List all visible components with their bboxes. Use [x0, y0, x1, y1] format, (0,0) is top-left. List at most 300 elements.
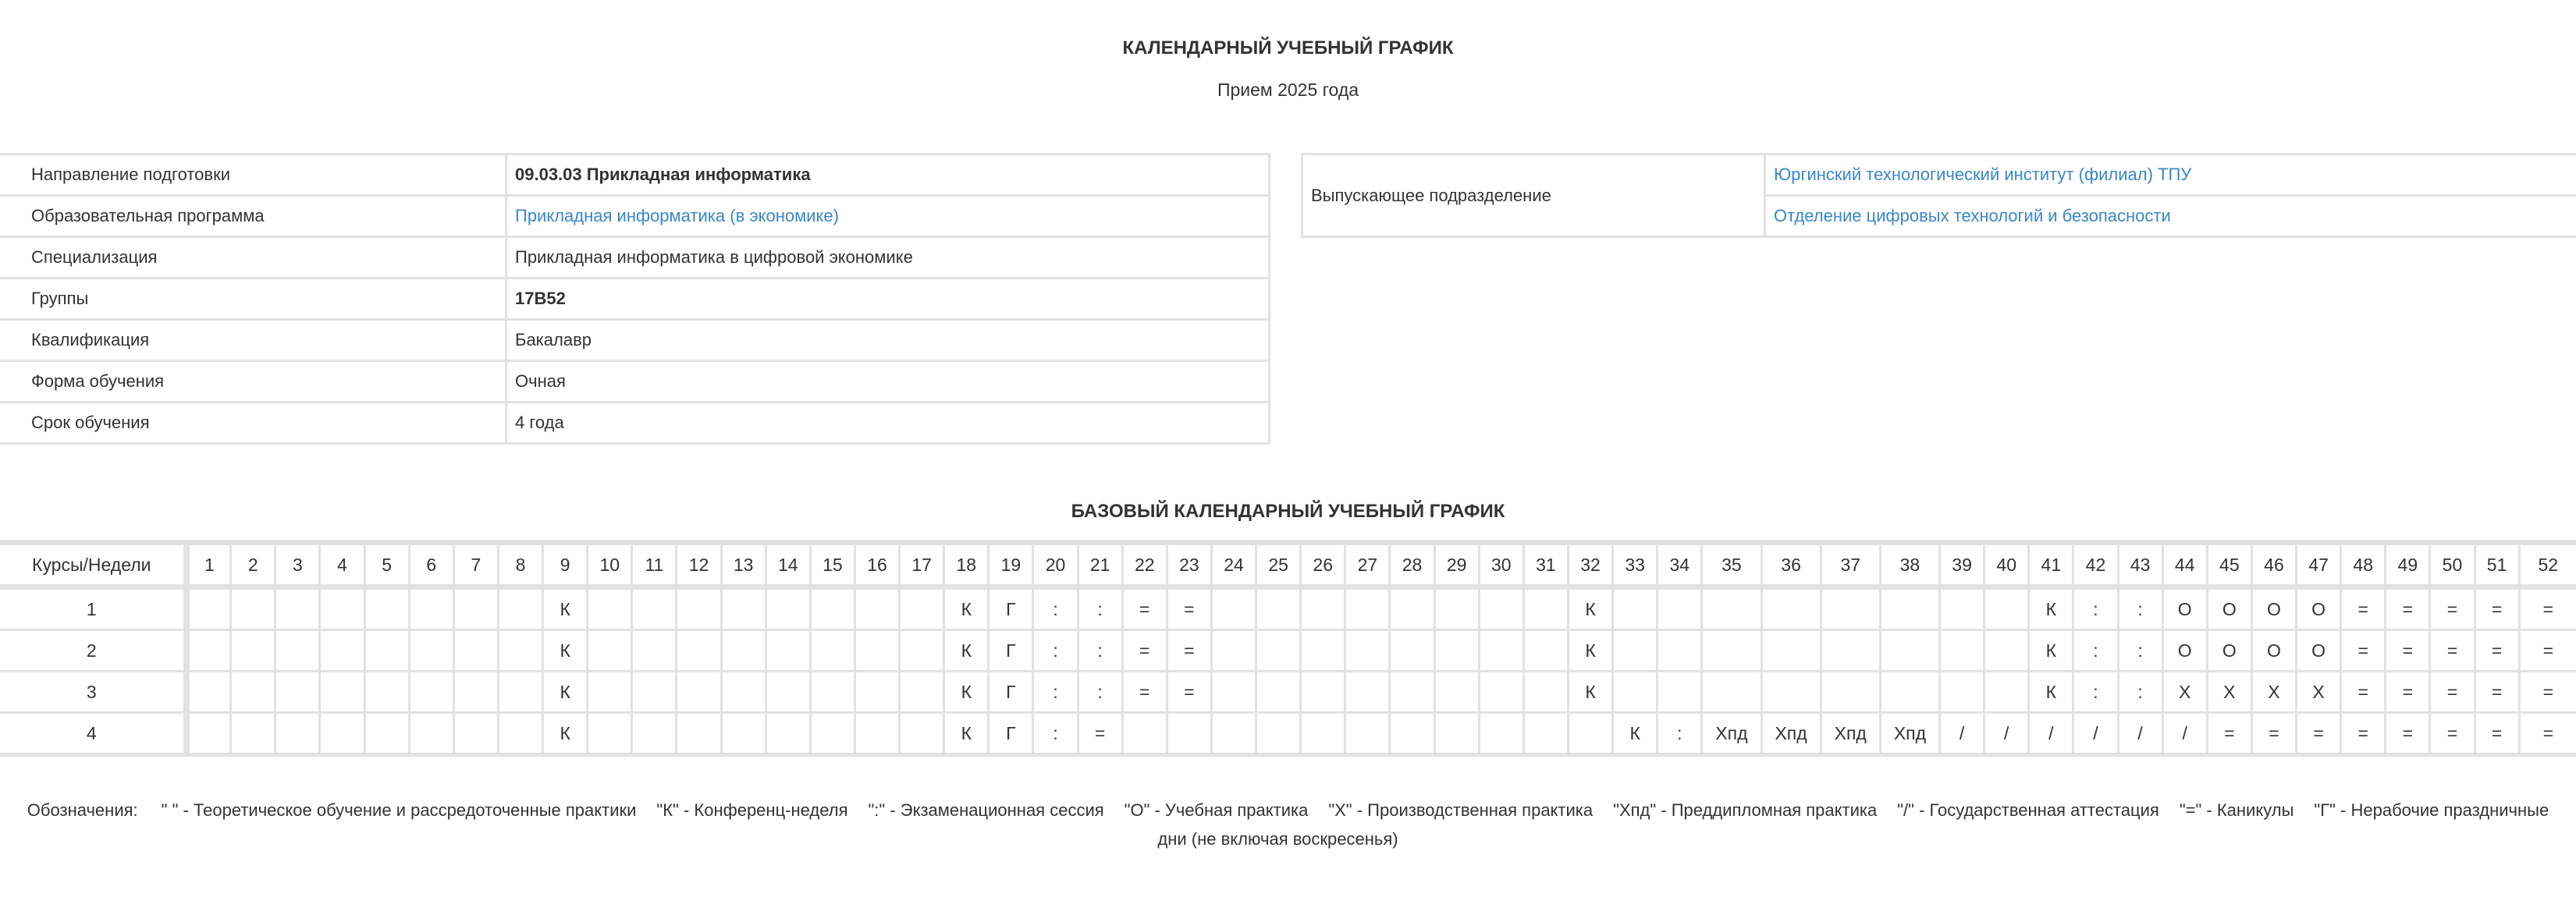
schedule-cell: : [2118, 672, 2162, 713]
schedule-cell: = [1122, 587, 1167, 630]
schedule-cell: = [2207, 713, 2251, 755]
schedule-cell [1821, 587, 1880, 630]
schedule-cell [1761, 587, 1821, 630]
schedule-cell [275, 672, 320, 713]
schedule-cell [1613, 672, 1658, 713]
schedule-cell [498, 713, 542, 755]
schedule-cell [1211, 672, 1256, 713]
schedule-cell [677, 672, 721, 713]
schedule-cell [1523, 672, 1568, 713]
schedule-cell: = [1122, 672, 1167, 713]
info-label: Направление подготовки [0, 154, 506, 196]
schedule-cell [187, 630, 231, 672]
week-header: 15 [810, 543, 855, 587]
schedule-cell [810, 713, 855, 755]
schedule-cell [320, 587, 364, 630]
legend-item: "Хпд" - Преддипломная практика [1613, 800, 1878, 820]
info-label: Группы [0, 278, 506, 320]
week-header: 41 [2029, 543, 2073, 587]
legend-item: " " - Теоретическое обучение и рассредоточенные практики [161, 800, 637, 820]
schedule-cell [632, 713, 677, 755]
table-row [0, 278, 1270, 320]
schedule-cell: = [2297, 713, 2341, 755]
schedule-cell: К [944, 713, 989, 755]
schedule-cell [900, 672, 944, 713]
department-info-table [1301, 153, 2576, 238]
schedule-cell [1523, 630, 1568, 672]
week-header: 24 [1211, 543, 1256, 587]
week-header: 28 [1390, 543, 1434, 587]
week-header: 9 [543, 543, 588, 587]
week-header: 4 [320, 543, 364, 587]
schedule-cell [1984, 672, 2029, 713]
schedule-cell: = [2341, 713, 2386, 755]
schedule-cell: : [2118, 630, 2162, 672]
course-row [0, 630, 2576, 672]
schedule-cell: О [2251, 630, 2296, 672]
schedule-cell [855, 672, 899, 713]
schedule-cell: : [2118, 587, 2162, 630]
table-row [0, 196, 1270, 237]
schedule-cell [677, 630, 721, 672]
week-header: 6 [409, 543, 453, 587]
schedule-cell [1256, 713, 1301, 755]
schedule-cell: О [2297, 630, 2341, 672]
course-number: 1 [0, 587, 187, 630]
course-number: 4 [0, 713, 187, 755]
schedule-cell [453, 713, 498, 755]
schedule-cell [1568, 713, 1612, 755]
schedule-cell: = [2341, 587, 2386, 630]
schedule-cell [1211, 587, 1256, 630]
schedule-cell [588, 630, 632, 672]
schedule-cell [1702, 672, 1761, 713]
schedule-cell [1434, 713, 1479, 755]
schedule-cell: Х [2251, 672, 2296, 713]
schedule-cell: К [543, 630, 588, 672]
schedule-cell: Г [989, 630, 1033, 672]
schedule-cell [588, 672, 632, 713]
schedule-cell [364, 713, 409, 755]
schedule-cell [766, 587, 810, 630]
schedule-cell [1940, 630, 1984, 672]
week-header: 51 [2475, 543, 2519, 587]
schedule-cell: = [2475, 672, 2519, 713]
schedule-cell [453, 672, 498, 713]
corner-header: Курсы/Недели [0, 543, 187, 587]
schedule-cell: К [1568, 672, 1612, 713]
schedule-cell [1984, 587, 2029, 630]
schedule-cell [231, 587, 275, 630]
schedule-cell [900, 713, 944, 755]
schedule-cell [1479, 630, 1523, 672]
course-number: 3 [0, 672, 187, 713]
schedule-cell [364, 630, 409, 672]
schedule-cell [320, 672, 364, 713]
info-label: Специализация [0, 237, 506, 278]
schedule-cell [1702, 587, 1761, 630]
schedule-cell: = [2519, 672, 2576, 713]
schedule-cell [409, 630, 453, 672]
schedule-cell [632, 672, 677, 713]
schedule-cell: = [1167, 630, 1211, 672]
schedule-cell [1434, 672, 1479, 713]
week-header: 29 [1434, 543, 1479, 587]
schedule-cell [588, 587, 632, 630]
course-number: 2 [0, 630, 187, 672]
schedule-cell: Хпд [1702, 713, 1761, 755]
schedule-cell [1761, 630, 1821, 672]
page-title: КАЛЕНДАРНЫЙ УЧЕБНЫЙ ГРАФИК [1122, 37, 1454, 59]
schedule-cell [409, 713, 453, 755]
week-header: 20 [1033, 543, 1078, 587]
info-value: Бакалавр [506, 320, 1270, 361]
schedule-cell: : [2073, 587, 2118, 630]
schedule-cell: : [1078, 587, 1122, 630]
course-row [0, 672, 2576, 713]
schedule-cell: = [2251, 713, 2296, 755]
schedule-cell [632, 630, 677, 672]
schedule-cell: = [2519, 587, 2576, 630]
week-header: 39 [1940, 543, 1984, 587]
schedule-cell [1301, 672, 1345, 713]
week-header: 3 [275, 543, 320, 587]
schedule-cell [231, 672, 275, 713]
schedule-cell: Хпд [1821, 713, 1880, 755]
week-header: 2 [231, 543, 275, 587]
schedule-cell: О [2251, 587, 2296, 630]
schedule-cell: : [2073, 630, 2118, 672]
info-label: Образовательная программа [0, 196, 506, 237]
calendar-table [0, 540, 2576, 757]
department-value-cell [1765, 196, 2576, 237]
schedule-cell [1479, 713, 1523, 755]
schedule-cell [1301, 713, 1345, 755]
department-label: Выпускающее подразделение [1302, 154, 1765, 237]
info-label: Срок обучения [0, 402, 506, 444]
schedule-cell [1211, 630, 1256, 672]
week-header: 10 [588, 543, 632, 587]
schedule-cell: = [2386, 587, 2430, 630]
schedule-cell [1821, 630, 1880, 672]
schedule-cell: К [944, 587, 989, 630]
table-row [0, 237, 1270, 278]
schedule-cell [320, 630, 364, 672]
info-label: Квалификация [0, 320, 506, 361]
legend-item: "О" - Учебная практика [1124, 800, 1309, 820]
schedule-cell: = [2475, 713, 2519, 755]
week-header: 43 [2118, 543, 2162, 587]
schedule-cell: К [543, 672, 588, 713]
schedule-cell: О [2207, 630, 2251, 672]
institute-link[interactable]: Юргинский технологический институт (филиал) ТПУ [1774, 165, 2192, 184]
schedule-cell [1880, 630, 1939, 672]
schedule-cell: = [1122, 630, 1167, 672]
week-header: 12 [677, 543, 721, 587]
division-link[interactable]: Отделение цифровых технологий и безопасности [1774, 206, 2171, 225]
week-header: 46 [2251, 543, 2296, 587]
schedule-cell: К [1568, 630, 1612, 672]
schedule-cell [766, 630, 810, 672]
schedule-cell [1256, 672, 1301, 713]
schedule-cell [453, 630, 498, 672]
schedule-cell [677, 713, 721, 755]
schedule-cell: : [1078, 630, 1122, 672]
week-header: 32 [1568, 543, 1612, 587]
week-header: 50 [2430, 543, 2475, 587]
schedule-cell [1256, 587, 1301, 630]
program-link[interactable]: Прикладная информатика (в экономике) [515, 206, 839, 225]
schedule-cell: Г [989, 587, 1033, 630]
schedule-cell [900, 630, 944, 672]
info-value: 09.03.03 Прикладная информатика [506, 154, 1270, 196]
schedule-cell: О [2297, 587, 2341, 630]
schedule-cell: Г [989, 672, 1033, 713]
week-header: 34 [1658, 543, 1702, 587]
schedule-cell [1940, 587, 1984, 630]
department-value-cell [1765, 154, 2576, 196]
week-header: 37 [1821, 543, 1880, 587]
schedule-cell [364, 672, 409, 713]
schedule-cell [409, 672, 453, 713]
week-header: 30 [1479, 543, 1523, 587]
calendar-header-row [0, 543, 2576, 587]
schedule-cell [721, 630, 766, 672]
schedule-cell: = [2386, 713, 2430, 755]
week-header: 38 [1880, 543, 1939, 587]
schedule-cell [632, 587, 677, 630]
schedule-cell: : [2073, 672, 2118, 713]
schedule-cell [1345, 587, 1390, 630]
schedule-cell: = [2386, 630, 2430, 672]
week-header: 17 [900, 543, 944, 587]
schedule-cell [1523, 713, 1568, 755]
schedule-cell: : [1033, 713, 1078, 755]
week-header: 42 [2073, 543, 2118, 587]
legend-item: ":" - Экзаменационная сессия [868, 800, 1104, 820]
schedule-cell: / [1940, 713, 1984, 755]
schedule-cell: О [2207, 587, 2251, 630]
schedule-cell: = [2430, 587, 2475, 630]
week-header: 14 [766, 543, 810, 587]
schedule-cell [275, 713, 320, 755]
schedule-cell: К [944, 672, 989, 713]
schedule-cell [810, 672, 855, 713]
schedule-cell [320, 713, 364, 755]
week-header: 8 [498, 543, 542, 587]
schedule-cell [855, 713, 899, 755]
schedule-cell: = [2430, 630, 2475, 672]
schedule-cell [498, 672, 542, 713]
schedule-cell: / [2029, 713, 2073, 755]
schedule-cell: : [1658, 713, 1702, 755]
schedule-cell: = [2341, 630, 2386, 672]
table-row [0, 361, 1270, 402]
schedule-cell [855, 587, 899, 630]
schedule-cell [453, 587, 498, 630]
legend-item: "К" - Конференц-неделя [656, 800, 848, 820]
schedule-cell [187, 713, 231, 755]
schedule-cell: : [1033, 672, 1078, 713]
schedule-cell: / [2118, 713, 2162, 755]
schedule-cell [187, 587, 231, 630]
week-header: 5 [364, 543, 409, 587]
schedule-cell: = [2341, 672, 2386, 713]
schedule-cell [409, 587, 453, 630]
schedule-cell [1658, 587, 1702, 630]
schedule-cell: К [2029, 630, 2073, 672]
week-header: 18 [944, 543, 989, 587]
week-header: 45 [2207, 543, 2251, 587]
week-header: 13 [721, 543, 766, 587]
schedule-cell: : [1078, 672, 1122, 713]
info-label: Форма обучения [0, 361, 506, 402]
legend [16, 796, 2560, 853]
schedule-cell: Хпд [1880, 713, 1939, 755]
schedule-cell [498, 587, 542, 630]
schedule-cell: = [2519, 630, 2576, 672]
table-row [0, 402, 1270, 444]
legend-item: "Х" - Производственная практика [1328, 800, 1594, 820]
schedule-cell [364, 587, 409, 630]
schedule-cell: / [2073, 713, 2118, 755]
info-value: 4 года [506, 402, 1270, 444]
schedule-cell [1613, 587, 1658, 630]
schedule-cell: К [543, 713, 588, 755]
schedule-cell [588, 713, 632, 755]
week-header: 48 [2341, 543, 2386, 587]
schedule-cell [1821, 672, 1880, 713]
schedule-cell [721, 587, 766, 630]
week-header: 52 [2519, 543, 2576, 587]
schedule-cell [810, 587, 855, 630]
schedule-cell: / [1984, 713, 2029, 755]
schedule-cell [1345, 630, 1390, 672]
schedule-cell: К [2029, 587, 2073, 630]
schedule-cell: = [2430, 713, 2475, 755]
schedule-cell [766, 672, 810, 713]
schedule-cell: Г [989, 713, 1033, 755]
schedule-cell: = [1167, 587, 1211, 630]
legend-heading: Обозначения: [27, 800, 138, 820]
week-header: 7 [453, 543, 498, 587]
schedule-cell [900, 587, 944, 630]
schedule-cell: = [2475, 630, 2519, 672]
schedule-cell: Х [2162, 672, 2207, 713]
schedule-cell [1613, 630, 1658, 672]
legend-item: "=" - Каникулы [2179, 800, 2294, 820]
week-header: 40 [1984, 543, 2029, 587]
schedule-cell [1434, 587, 1479, 630]
week-header: 47 [2297, 543, 2341, 587]
schedule-cell [1658, 672, 1702, 713]
schedule-cell [1702, 630, 1761, 672]
schedule-cell [1301, 630, 1345, 672]
schedule-cell [275, 630, 320, 672]
schedule-cell: К [543, 587, 588, 630]
week-header: 22 [1122, 543, 1167, 587]
schedule-cell [1880, 672, 1939, 713]
schedule-cell: : [1033, 587, 1078, 630]
schedule-cell: Х [2297, 672, 2341, 713]
schedule-cell: = [2519, 713, 2576, 755]
week-header: 19 [989, 543, 1033, 587]
schedule-cell [1122, 713, 1167, 755]
course-row [0, 587, 2576, 630]
schedule-cell: К [944, 630, 989, 672]
info-value: 17В52 [506, 278, 1270, 320]
schedule-cell: Хпд [1761, 713, 1821, 755]
program-info-table [0, 153, 1270, 445]
schedule-cell: О [2162, 630, 2207, 672]
legend-item: "Г" - Нерабочие праздничные дни (не включая воскресенья) [1157, 800, 2549, 849]
schedule-cell [1167, 713, 1211, 755]
schedule-cell [1390, 630, 1434, 672]
schedule-cell [721, 672, 766, 713]
schedule-cell [1479, 587, 1523, 630]
schedule-cell: = [2475, 587, 2519, 630]
schedule-cell: К [1568, 587, 1612, 630]
schedule-cell [1345, 713, 1390, 755]
info-value: Очная [506, 361, 1270, 402]
legend-item: "/" - Государственная аттестация [1897, 800, 2159, 820]
week-header: 27 [1345, 543, 1390, 587]
week-header: 44 [2162, 543, 2207, 587]
schedule-cell [1434, 630, 1479, 672]
schedule-cell [677, 587, 721, 630]
schedule-cell [766, 713, 810, 755]
schedule-cell [1761, 672, 1821, 713]
week-header: 23 [1167, 543, 1211, 587]
table-row [1302, 154, 2576, 196]
schedule-cell [855, 630, 899, 672]
schedule-cell [1301, 587, 1345, 630]
info-value-cell [506, 196, 1270, 237]
page-subtitle: Прием 2025 года [1217, 80, 1359, 100]
schedule-cell [1390, 587, 1434, 630]
week-header: 11 [632, 543, 677, 587]
schedule-cell [1390, 672, 1434, 713]
schedule-cell [1880, 587, 1939, 630]
schedule-cell [187, 672, 231, 713]
schedule-cell: = [1167, 672, 1211, 713]
course-row [0, 713, 2576, 755]
calendar-title: БАЗОВЫЙ КАЛЕНДАРНЫЙ УЧЕБНЫЙ ГРАФИК [1071, 501, 1505, 522]
schedule-cell [1984, 630, 2029, 672]
week-header: 26 [1301, 543, 1345, 587]
info-value: Прикладная информатика в цифровой экономике [506, 237, 1270, 278]
table-row [0, 154, 1270, 196]
schedule-cell [1940, 672, 1984, 713]
week-header: 49 [2386, 543, 2430, 587]
schedule-cell: К [2029, 672, 2073, 713]
schedule-cell: : [1033, 630, 1078, 672]
week-header: 33 [1613, 543, 1658, 587]
week-header: 36 [1761, 543, 1821, 587]
schedule-cell [1345, 672, 1390, 713]
schedule-cell [1658, 630, 1702, 672]
schedule-cell: Х [2207, 672, 2251, 713]
schedule-cell [721, 713, 766, 755]
schedule-cell: О [2162, 587, 2207, 630]
week-header: 35 [1702, 543, 1761, 587]
table-row [0, 320, 1270, 361]
week-header: 1 [187, 543, 231, 587]
schedule-cell: = [2430, 672, 2475, 713]
week-header: 25 [1256, 543, 1301, 587]
schedule-cell: К [1613, 713, 1658, 755]
week-header: 21 [1078, 543, 1122, 587]
